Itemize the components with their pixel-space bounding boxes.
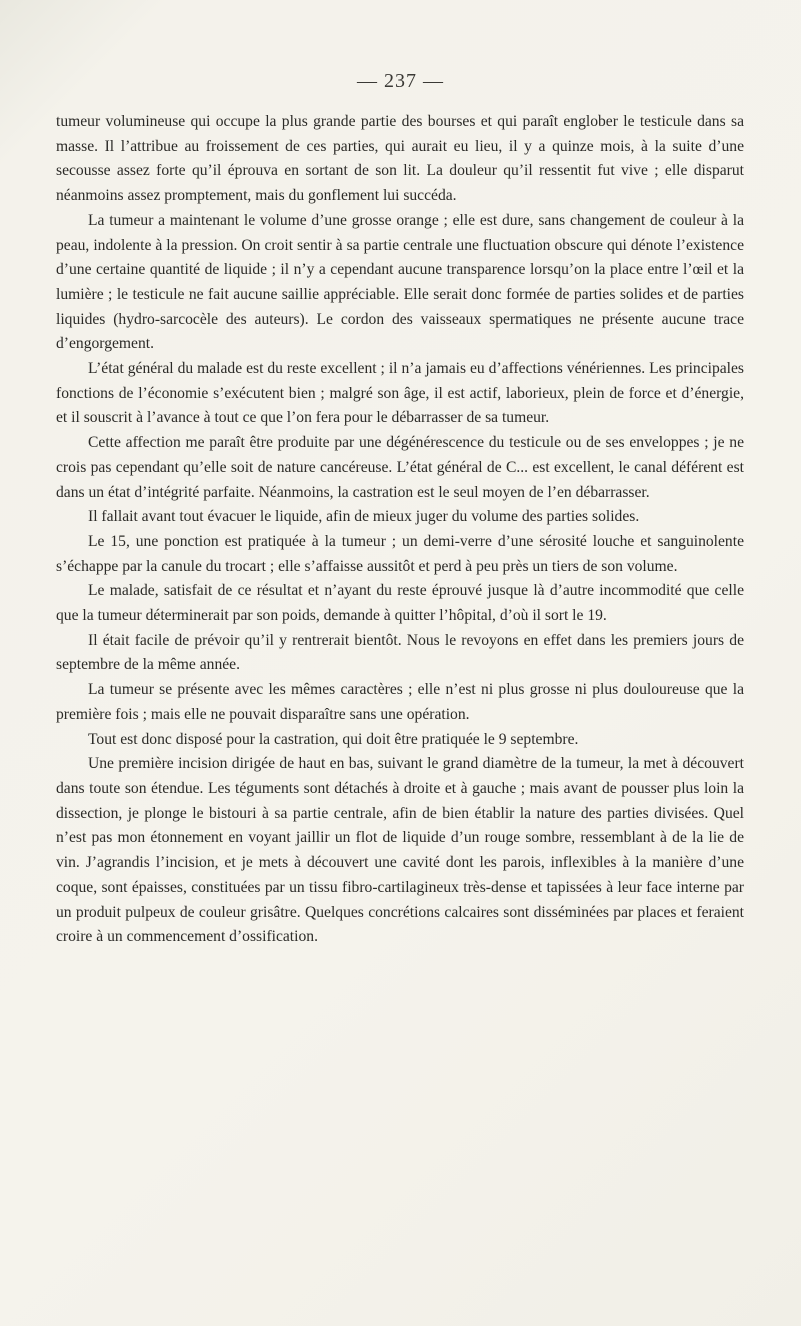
paragraph: Tout est donc disposé pour la castration, qui doit être pratiquée le 9 septembre. [88,730,579,748]
paragraph: tumeur volumineuse qui occupe la plus grande partie des bourses et qui paraît englober le testicule dans sa masse. Il l’attribue au froissement de ces parties, qui aurait eu lieu, il y a quinze mois, à la suite d’une secousse assez forte qu’il éprouva en sortant de son lit. La douleur qu’il ressentit fut vive ; elle disparut néanmoins assez promptement, mais du gonflement lui succéda. [56,113,744,205]
paragraph: Le 15, une ponction est pratiquée à la tumeur ; un demi-verre d’une sérosité louche et sanguinolente s’échappe par la canule du trocart ; elle s’affaisse aussitôt et perd à peu près un tiers de son volume. [56,532,744,575]
body-text [56,110,744,950]
paragraph: Il fallait avant tout évacuer le liquide, afin de mieux juger du volume des parties solides. [88,508,640,526]
paragraph: L’état général du malade est du reste excellent ; il n’a jamais eu d’affections vénériennes. Les principales fonctions de l’économie s’exécutent bien ; malgré son âge, il est actif, laborieux, plein de force et d’énergie, et il souscrit à l’avance à tout ce que l’on fera pour le débarrasser de sa tumeur. [56,360,744,427]
paragraph: La tumeur a maintenant le volume d’une grosse orange ; elle est dure, sans changement de couleur à la peau, indolente à la pression. On croit sentir à sa partie centrale une fluctuation obscure qui dénote l’existence d’une certaine quantité de liquide ; il n’y a cependant aucune transparence lorsqu’on la place entre l’œil et la lumière ; le testicule ne fait aucune saillie appréciable. Elle serait donc formée de parties solides et de parties liquides (hydro-sarcocèle des auteurs). Le cordon des vaisseaux spermatiques ne présente aucune trace d’engorgement. [56,211,744,353]
paragraph: Cette affection me paraît être produite par une dégénérescence du testicule ou de ses enveloppes ; je ne crois pas cependant qu’elle soit de nature cancéreuse. L’état général de C... est excellent, le canal déférent est dans un état d’intégrité parfaite. Néanmoins, la castration est le seul moyen de l’en débarrasser. [56,434,744,501]
paragraph: Une première incision dirigée de haut en bas, suivant le grand diamètre de la tumeur, la met à découvert dans toute son étendue. Les téguments sont détachés à droite et à gauche ; mais avant de pousser plus loin la dissection, je plonge le bistouri à sa partie centrale, afin de bien établir la nature des parties divisées. Quel n’est pas mon étonnement en voyant jaillir un flot de liquide d’un rouge sombre, ressemblant à de la lie de vin. J’agrandis l’incision, et je mets à découvert une cavité dont les parois, inflexibles à la manière d’une coque, sont épaisses, constituées par un tissu fibro-cartilagineux très-dense et tapissées à leur face interne par un produit pulpeux de couleur grisâtre. Quelques concrétions calcaires sont disséminées par places et feraient croire à un commencement d’ossification. [56,755,744,946]
paragraph: Il était facile de prévoir qu’il y rentrerait bientôt. Nous le revoyons en effet dans les premiers jours de septembre de la même année. [56,631,744,674]
page-number: — 237 — [357,70,444,92]
paragraph: La tumeur se présente avec les mêmes caractères ; elle n’est ni plus grosse ni plus douloureuse que la première fois ; mais elle ne pouvait disparaître sans une opération. [56,681,744,723]
paragraph: Le malade, satisfait de ce résultat et n’ayant du reste éprouvé jusque là d’autre incommodité que celle que la tumeur déterminerait par son poids, demande à quitter l’hôpital, d’où il sort le 19. [56,582,744,625]
